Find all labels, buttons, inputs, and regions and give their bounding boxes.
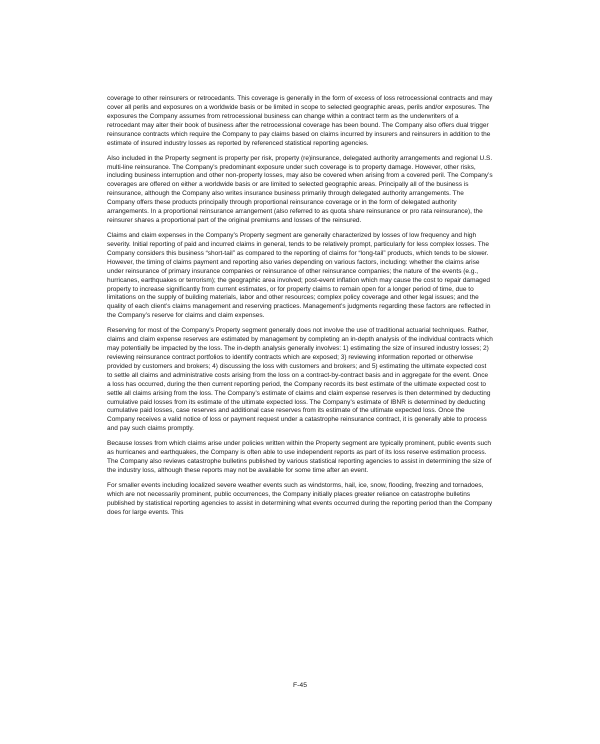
paragraph-property-segment-scope: Also included in the Property segment is property per risk, property (re)insurance, delegated authority arrangements and regional U.S. multi-line reinsurance. The Company’s predominant exposure under such coverage is to property damage. However, other risks, including business interruption and other non-property losses, may also be covered when arising from a covered peril. The Company’s coverages are offered on either a worldwide basis or are limited to selected geographic areas. Principally all of the business is reinsurance, although the Company also writes insurance business primarily through delegated authority arrangements. The Company offers these products principally through proportional reinsurance coverage or in the form of delegated authority arrangements. In a proportional reinsurance arrangement (also referred to as quota share reinsurance or pro rata reinsurance), the reinsurer shares a proportional part of the original premiums and losses of the reinsured. — [107, 154, 493, 224]
document-body — [107, 95, 493, 524]
paragraph-claims-characteristics: Claims and claim expenses in the Company’s Property segment are generally characterized by losses of low frequency and high severity. Initial reporting of paid and incurred claims in general, tends to be relatively prompt, particularly for less complex losses. The Company considers this business “short-tail” as compared to the reporting of claims for “long-tail” products, which tends to be slower. However, the timing of claims payment and reporting also varies depending on various factors, including: whether the claims arise under reinsurance of primary insurance companies or reinsurance of other reinsurance companies; the nature of the events (e.g., hurricanes, earthquakes or terrorism); the geographic area involved; post-event inflation which may cause the cost to repair damaged property to increase significantly from current estimates, or for property claims to remain open for a longer period of time, due to limitations on the supply of building materials, labor and other resources; complex policy coverage and other legal issues; and the quality of each client’s claims management and reserving practices. Management’s judgments regarding these factors are reflected in the Company’s reserve for claims and claim expenses. — [107, 232, 491, 320]
paragraph-retrocessional-coverage: coverage to other reinsurers or retrocedants. This coverage is generally in the form of excess of loss retrocessional contracts and may cover all perils and exposures on a worldwide basis or be limited in scope to selected geographic areas, perils and/or exposures. The exposures the Company assumes from retrocessional business can change within a contract term as the underwriters of a retrocedant may alter their book of business after the retrocessional coverage has been bound. The Company also offers dual trigger reinsurance contracts which require the Company to pay claims based on claims incurred by insurers and reinsurers in addition to the estimate of insured industry losses as reported by referenced statistical reporting agencies. — [107, 95, 493, 147]
paragraph-reserving-process: Reserving for most of the Company’s Property segment generally does not involve the use of traditional actuarial techniques. Rather, claims and claim expense reserves are estimated by management by completing an in-depth analysis of the individual contracts which may potentially be impacted by the loss. The in-depth analysis generally involves: 1) estimating the size of insured industry losses; 2) reviewing reinsurance contract portfolios to identify contracts which are exposed; 3) reviewing information reported or otherwise provided by customers and brokers; 4) discussing the loss with customers and brokers; and 5) estimating the ultimate expected cost to settle all claims and administrative costs arising from the loss on a contract-by-contract basis and in aggregate for the event. Once a loss has occurred, during the then current reporting period, the Company records its best estimate of the ultimate expected cost to settle all claims arising from the loss. The Company’s estimate of claims and claim expense reserves is then determined by deducting cumulative paid losses from its estimate of the ultimate expected loss. The Company’s estimate of IBNR is determined by deducting cumulative paid losses, case reserves and additional case reserves from its estimate of the ultimate expected loss. Once the Company receives a valid notice of loss or payment request under a catastrophe reinsurance contract, it is generally able to process and pay such claims promptly. — [107, 327, 493, 433]
paragraph-independent-reports: Because losses from which claims arise under policies written within the Property segment are typically prominent, public events such as hurricanes and earthquakes, the Company is often able to use independent reports as part of its loss reserve estimation process. The Company also reviews catastrophe bulletins published by various statistical reporting agencies to assist in determining the size of the industry loss, although these reports may not be available for some time after an event. — [107, 440, 492, 475]
paragraph-smaller-events: For smaller events including localized severe weather events such as windstorms, hail, ice, snow, flooding, freezing and tornadoes, which are not necessarily prominent, public occurrences, the Company initially places greater reliance on catastrophe bulletins published by statistical reporting agencies to assist in determining what events occurred during the reporting period than the Company does for large events. This — [107, 482, 493, 516]
page-number: F-45 — [293, 682, 307, 689]
